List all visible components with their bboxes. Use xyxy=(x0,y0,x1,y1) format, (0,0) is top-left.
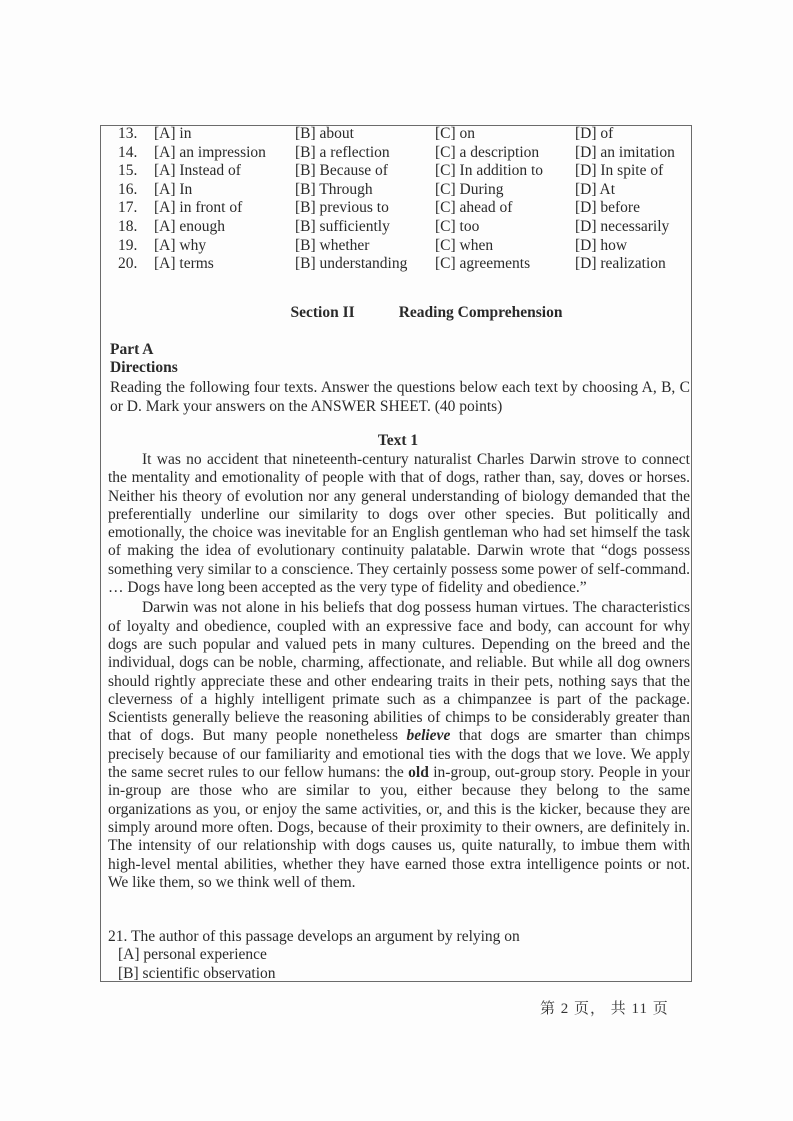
question-number: 19. xyxy=(118,236,138,254)
option-b: [B] a reflection xyxy=(295,143,390,161)
option-row-18 xyxy=(118,218,695,237)
option-row-14 xyxy=(118,144,695,163)
option-c: [C] when xyxy=(435,236,494,254)
cloze-options-table xyxy=(118,125,695,274)
part-heading xyxy=(110,341,178,377)
question-21 xyxy=(108,928,520,983)
question-stem: 21. The author of this passage develops an argument by relying on xyxy=(108,928,520,945)
option-a: [A] an impression xyxy=(154,143,266,161)
part-title: Part A xyxy=(110,341,154,358)
option-d: [D] of xyxy=(575,125,614,142)
option-b: [B] understanding xyxy=(295,255,408,273)
option-b: [B] about xyxy=(295,125,354,142)
question-number: 14. xyxy=(118,143,138,161)
option-row-13 xyxy=(118,125,695,144)
question-number: 17. xyxy=(118,199,138,217)
option-c: [C] too xyxy=(435,217,480,235)
passage-paragraph-1: It was no accident that nineteenth-century naturalist Charles Darwin strove to connect the mentality and emotionality of people with that of dogs, rather than, say, doves or horses. Neither his theory of evolution nor any general understanding of biology demanded that the preferentially underline our similarity to dogs over other species. But politically and emotionally, the choice was inevitable for an English gentleman who had set himself the task of making the idea of evolutionary continuity palatable. Darwin wrote that “dogs possess something very similar to a conscience. They certainly possess some power of self-command. … Dogs have long been accepted as the very type of fidelity and obedience.” xyxy=(108,451,690,597)
question-number: 18. xyxy=(118,217,138,235)
directions-label: Directions xyxy=(110,359,178,376)
option-c: [C] agreements xyxy=(435,255,531,273)
passage-paragraph-2 xyxy=(108,599,690,892)
option-a: [A] in xyxy=(154,125,192,142)
option-row-19 xyxy=(118,237,695,256)
option-b: [B] previous to xyxy=(295,199,389,217)
option-row-17 xyxy=(118,199,695,218)
option-a: [A] in front of xyxy=(154,199,243,217)
option-b: [B] sufficiently xyxy=(295,217,390,235)
text-title: Text 1 xyxy=(377,432,419,449)
option-d: [D] an imitation xyxy=(575,143,675,161)
emphasized-word: old xyxy=(408,764,429,782)
directions-text: Reading the following four texts. Answer the questions below each text by choosing A, B, C or D. Mark your answers on the ANSWER SHEET. (40 points) xyxy=(110,379,690,415)
paragraph-text: in-group, out-group story. People in your in-group are those who are similar to you, either because they belong to the same organizations as you, or enjoy the same activities, or, and this is the kicker, because they are simply around more often. Dogs, because of their proximity to their owners, are definitely in. The intensity of our relationship with dogs causes us, quite naturally, to imbue them with high-level mental abilities, whether they have earned those extra intelligence points or not. We like them, so we think well of them. xyxy=(108,764,690,891)
option-d: [D] At xyxy=(575,180,616,198)
question-number: 20. xyxy=(118,255,138,273)
option-row-16 xyxy=(118,181,695,200)
option-b: [B] Because of xyxy=(295,162,388,180)
section-heading xyxy=(0,304,793,322)
option-c: [C] on xyxy=(435,125,476,142)
question-number: 15. xyxy=(118,162,138,180)
choice-b: [B] scientific observation xyxy=(118,964,276,982)
section-name: Reading Comprehension xyxy=(398,304,563,321)
option-a: [A] terms xyxy=(154,255,214,273)
section-number: Section II xyxy=(290,304,355,321)
option-a: [A] In xyxy=(154,180,193,198)
option-d: [D] how xyxy=(575,236,628,254)
choice-a: [A] personal experience xyxy=(118,946,267,964)
option-d: [D] realization xyxy=(575,255,666,273)
question-number: 13. xyxy=(118,125,138,142)
reading-passage xyxy=(108,451,690,892)
option-a: [A] Instead of xyxy=(154,162,241,180)
option-a: [A] enough xyxy=(154,217,226,235)
page-number: 第 2 页， 共 11 页 xyxy=(540,1001,669,1017)
option-c: [C] a description xyxy=(435,143,540,161)
option-row-20 xyxy=(118,255,695,274)
option-d: [D] In spite of xyxy=(575,162,664,180)
emphasized-word: believe xyxy=(406,727,451,745)
paragraph-text: Darwin was not alone in his beliefs that dog possess human virtues. The characteristics of loyalty and obedience, coupled with an expressive face and body, can account for why dogs are such popular and valued pets in many cultures. Depending on the breed and the individual, dogs can be noble, charming, affectionate, and reliable. But while all dog owners should rightly appreciate these and other endearing traits in their pets, nothing says that the cleverness of a highly intelligent primate such as a chimpanzee is part of the package. Scientists generally believe the reasoning abilities of chimps to be considerably greater than that of dogs. But many people nonetheless xyxy=(108,599,690,745)
option-c: [C] In addition to xyxy=(435,162,544,180)
question-number: 16. xyxy=(118,180,138,198)
option-c: [C] ahead of xyxy=(435,199,513,217)
option-row-15 xyxy=(118,162,695,181)
option-d: [D] necessarily xyxy=(575,217,670,235)
paragraph-text: that dogs are smarter than chimps precisely because of our familiarity and emotional ties with the dogs that we love. We apply the same secret rules to our fellow humans: the xyxy=(108,727,690,782)
option-b: [B] whether xyxy=(295,236,370,254)
option-c: [C] During xyxy=(435,180,504,198)
option-a: [A] why xyxy=(154,236,207,254)
option-d: [D] before xyxy=(575,199,640,217)
option-b: [B] Through xyxy=(295,180,373,198)
